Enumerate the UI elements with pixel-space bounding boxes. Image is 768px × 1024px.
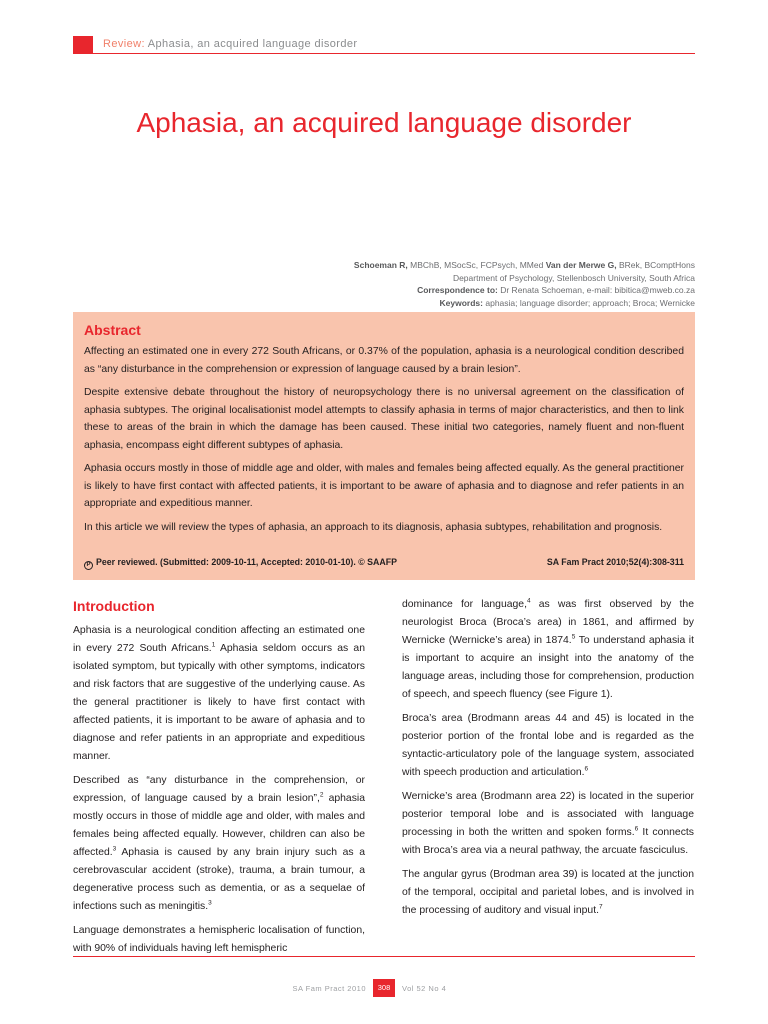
- keywords: [354, 297, 695, 310]
- body-paragraph-4: [402, 866, 694, 920]
- author1-name: Schoeman R,: [353, 260, 408, 270]
- reference-marker: 3: [208, 899, 212, 907]
- footer-rule: [73, 956, 695, 957]
- text-run: The angular gyrus (Brodman area 39) is located at the junction of the temporal, occipital and parietal lobes, and is involved in the processing of auditory and visual input.: [402, 869, 694, 916]
- abstract-paragraph-2: Despite extensive debate throughout the history of neuropsychology there is no universal agreement on the classification of aphasia subtypes. The original localisationist model attempts to classify aphasia in terms of major characteristics, and then to link these to areas of the brain in which the damage has been caused. These initial two categories, namely fluent and non-fluent aphasia, encompass eight different subtypes of aphasia.: [84, 387, 684, 451]
- header-title: Aphasia, an acquired language disorder: [147, 38, 358, 50]
- correspondence: [354, 284, 695, 297]
- reference-marker: 6: [634, 825, 639, 833]
- author-line: [354, 259, 695, 272]
- text-run: Described as “any disturbance in the comprehension, or expression, of language caused by a brain lesion”,: [73, 775, 365, 804]
- introduction-heading: Introduction: [73, 598, 155, 614]
- text-run: Aphasia seldom occurs as an isolated symptom, but typically with other symptoms, indicators and risk factors that are suggestive of the underlying cause. As the general practitioner is likely to have first contact with affected patients, it is important to be aware of aphasia and to diagnose and refer patients in an appropriate and expeditious manner.: [73, 643, 365, 762]
- keywords-text: aphasia; language disorder; approach; Broca; Wernicke: [483, 297, 695, 308]
- text-run: dominance for language,: [402, 599, 527, 610]
- text-run: aphasia mostly occurs in those of middle age and older, with males and females being affected equally. However, children can also be affected.: [73, 793, 365, 858]
- text-run: Aphasia is a neurological condition affecting an estimated one in every 272 South Africans.: [73, 625, 365, 654]
- correspondence-text: Dr Renata Schoeman, e-mail: bibitica@mweb.co.za: [497, 285, 695, 296]
- affiliation: Department of Psychology, Stellenbosch University, South Africa: [452, 272, 695, 283]
- peer-review-text: Peer reviewed. (Submitted: 2009-10-11, Accepted: 2010-01-10). © SAAFP: [96, 557, 397, 567]
- body-paragraph-3: [402, 788, 694, 860]
- abstract-paragraph-1: Affecting an estimated one in every 272 South Africans, or 0.37% of the population, aphasia is a neurological condition described as “any disturbance in the comprehension or expression of language caused by a brain lesion”.: [84, 346, 684, 375]
- text-run: Broca’s area (Brodmann areas 44 and 45) is located in the posterior portion of the frontal lobe and is regarded as the syntactic-articulatory pole of the language system, associated with speech production and articulation.: [402, 713, 694, 778]
- intro-paragraph-2: [73, 772, 365, 916]
- keywords-label: Keywords:: [439, 297, 483, 308]
- article-title: Aphasia, an acquired language disorder: [136, 107, 632, 138]
- header-rule: [73, 53, 695, 54]
- abstract-footer: [84, 557, 684, 570]
- intro-paragraph-1: [73, 622, 365, 766]
- author-block: [354, 259, 695, 309]
- header-color-block: [73, 36, 93, 54]
- abstract-paragraph-4: In this article we will review the types of aphasia, an approach to its diagnosis, aphasia subtypes, rehabilitation and prognosis.: [84, 521, 663, 533]
- citation: SA Fam Pract 2010;52(4):308-311: [546, 557, 684, 567]
- reference-marker: 4: [526, 597, 531, 605]
- reference-marker: 7: [598, 903, 603, 911]
- intro-paragraph-3: Language demonstrates a hemispheric localisation of function, with 90% of individuals having left hemispheric: [73, 925, 365, 954]
- text-run: as was first observed by the neurologist Broca (Broca’s area) in 1861, and affirmed by Wernicke (Wernicke’s area) in 1874.: [402, 599, 694, 646]
- correspondence-label: Correspondence to:: [417, 285, 498, 296]
- body-paragraph-2: [402, 710, 694, 782]
- peer-reviewed-icon: P: [84, 561, 93, 570]
- text-run: It connects with Broca’s area via a neural pathway, the arcuate fasciculus.: [402, 827, 694, 856]
- author1-qualifications: MBChB, MSocSc, FCPsych, MMed: [407, 260, 546, 270]
- right-column: [402, 596, 694, 926]
- reference-marker: 3: [112, 845, 117, 853]
- text-run: Aphasia is caused by any brain injury such as a cerebrovascular accident (stroke), trauma, a brain tumour, a degenerative process such as dementia, or as a sequelae of infections such as meningitis.: [73, 847, 365, 912]
- footer-volume: Vol 52 No 4: [402, 984, 447, 993]
- left-column: [73, 596, 365, 964]
- author2-name: Van der Merwe G,: [545, 260, 617, 270]
- body-paragraph-1: [402, 596, 694, 704]
- footer-journal: SA Fam Pract 2010: [292, 984, 366, 993]
- running-header: [103, 38, 357, 50]
- text-run: Wernicke’s area (Brodmann area 22) is located in the superior posterior temporal lobe and is associated with language processing in both the written and spoken forms.: [402, 791, 694, 838]
- reference-marker: 5: [571, 633, 576, 641]
- header-section-label: Review:: [103, 38, 145, 50]
- peer-review-note: [84, 557, 397, 570]
- reference-marker: 1: [211, 641, 216, 649]
- reference-marker: 6: [584, 765, 589, 773]
- abstract-paragraph-3: Aphasia occurs mostly in those of middle age and older, with males and females being affected equally. As the general practitioner is likely to have first contact with affected patients, it is important to be aware of aphasia and to diagnose and refer patients in an appropriate and expeditious manner.: [84, 463, 684, 509]
- reference-marker: 2: [319, 791, 324, 799]
- author2-qualifications: BRek, BComptHons: [616, 260, 695, 270]
- page-number: 308: [373, 979, 395, 997]
- abstract-box: [73, 312, 695, 580]
- abstract-heading: Abstract: [84, 322, 141, 338]
- text-run: To understand aphasia it is important to acquire an insight into the anatomy of the language areas, including those for comprehension, production of speech, and speech fluency (see Figure 1).: [402, 635, 695, 700]
